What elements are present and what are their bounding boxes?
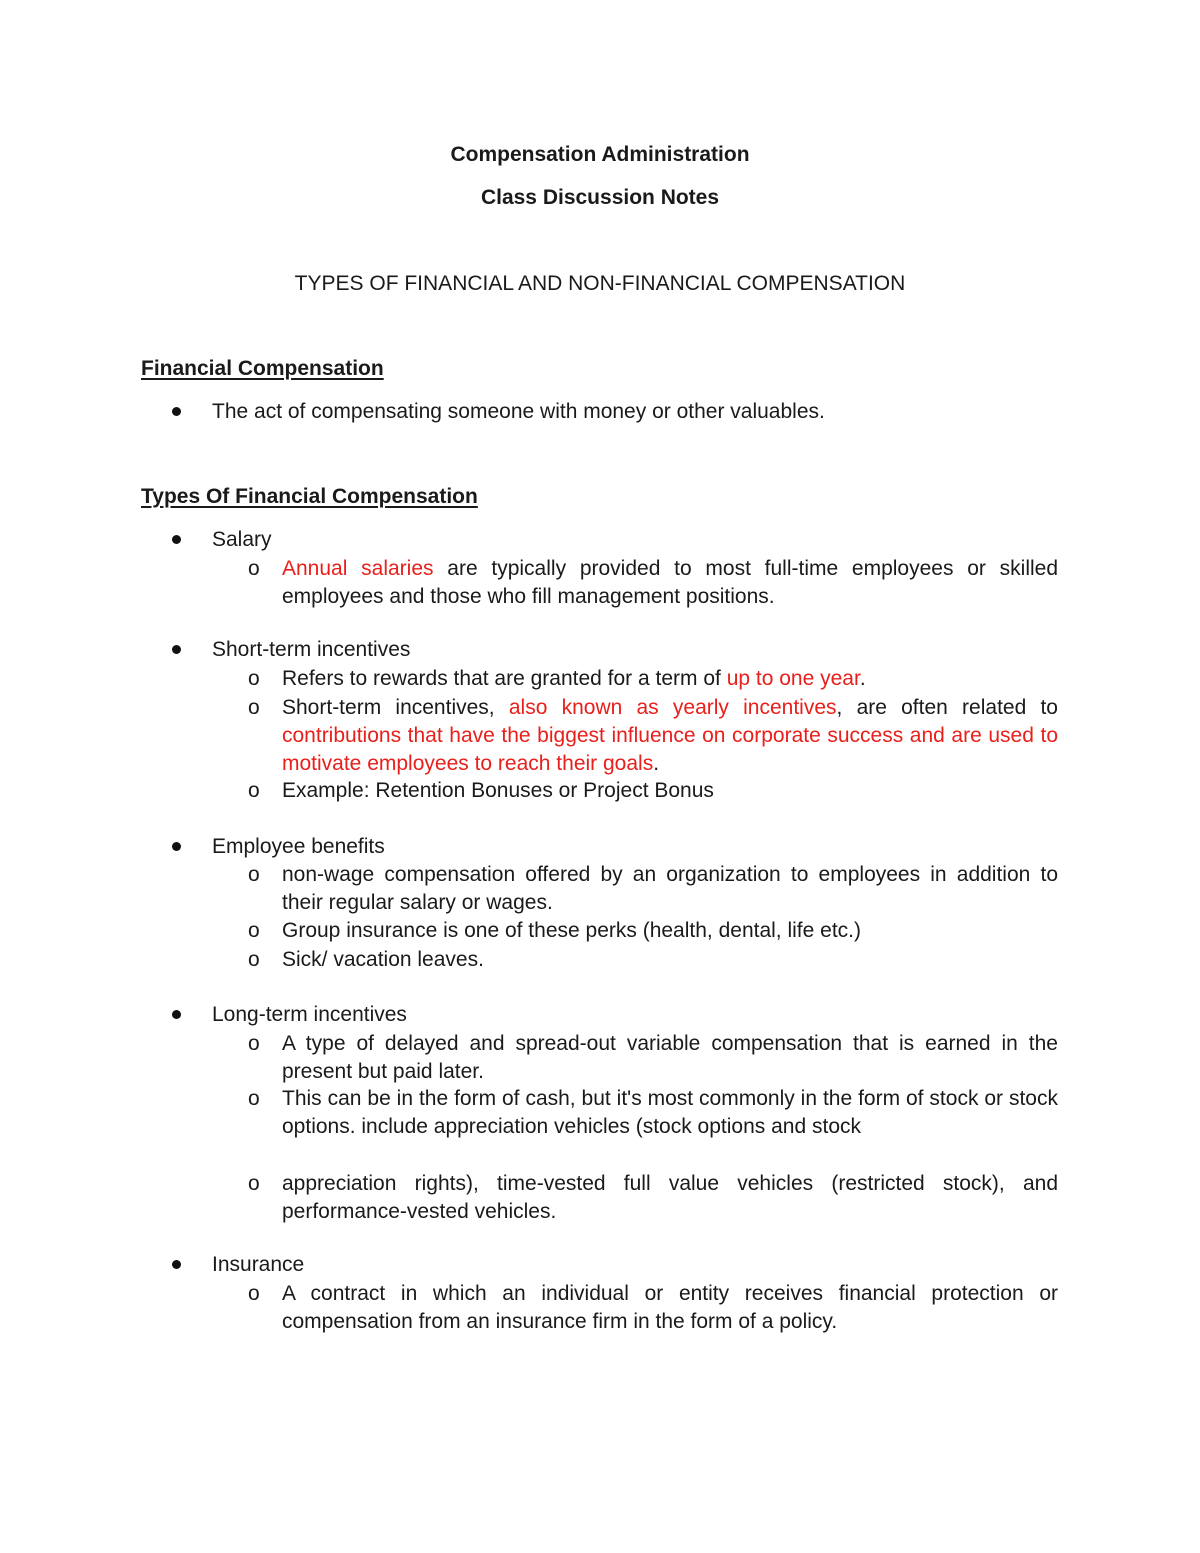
- bullet-text: Salary: [212, 528, 272, 551]
- sub-marker: o: [248, 1172, 260, 1195]
- sub-item-text: Example: Retention Bonuses or Project Bonus: [282, 779, 714, 802]
- sub-item: [248, 555, 1058, 611]
- sub-item: [248, 777, 1058, 805]
- sub-item-text: This can be in the form of cash, but it's most commonly in the form of stock or stock options. include appreciation vehicles (stock options and stock: [282, 1087, 1058, 1138]
- financial-compensation-heading: Financial Compensation: [141, 357, 384, 380]
- bullet-text: Short-term incentives: [212, 638, 411, 661]
- sub-item: [248, 1280, 1058, 1336]
- bullet-text: Employee benefits: [212, 835, 385, 858]
- sub-marker: o: [248, 557, 260, 580]
- sub-item: [248, 665, 1058, 693]
- sub-item: [248, 946, 1058, 974]
- sub-item: [248, 1170, 1058, 1226]
- sub-marker: o: [248, 667, 260, 690]
- sub-item-text: Sick/ vacation leaves.: [282, 948, 484, 971]
- sub-marker: o: [248, 1282, 260, 1305]
- sub-marker: o: [248, 1032, 260, 1055]
- bullet-dot-icon: [172, 535, 181, 544]
- sub-marker: o: [248, 919, 260, 942]
- sub-item-text: Annual salaries are typically provided to most full-time employees or skilled employees and those who fill management positions.: [282, 557, 1059, 608]
- highlight-text: up to one year: [726, 667, 860, 690]
- bullet-dot-icon: [172, 842, 181, 851]
- main-heading: TYPES OF FINANCIAL AND NON-FINANCIAL COMPENSATION: [294, 272, 906, 295]
- bullet-text: The act of compensating someone with money or other valuables.: [212, 400, 825, 423]
- bullet-dot-icon: [172, 1260, 181, 1269]
- types-heading: Types Of Financial Compensation: [141, 485, 478, 508]
- sub-marker: o: [248, 863, 260, 886]
- sub-marker: o: [248, 1087, 260, 1110]
- sub-marker: o: [248, 948, 260, 971]
- sub-item-text: A contract in which an individual or entity receives financial protection or compensation from an insurance firm in the form of a policy.: [282, 1282, 1058, 1333]
- sub-item: [248, 917, 1058, 945]
- sub-item-text: A type of delayed and spread-out variable compensation that is earned in the present but paid later.: [282, 1032, 1058, 1083]
- sub-marker: o: [248, 696, 260, 719]
- sub-item: [248, 861, 1058, 917]
- bullet-dot-icon: [172, 645, 181, 654]
- bullet-text: Long-term incentives: [212, 1003, 407, 1026]
- sub-item-text: Short-term incentives, also known as yearly incentives, are often related to contributions that have the biggest influence on corporate success and are used to motivate employees to reach their goals.: [282, 696, 1058, 775]
- sub-item: [248, 1030, 1058, 1086]
- document-title: Compensation Administration: [450, 143, 750, 166]
- sub-item-text: Group insurance is one of these perks (health, dental, life etc.): [282, 919, 861, 942]
- highlight-text: also known as yearly incentives: [508, 696, 837, 719]
- sub-marker: o: [248, 779, 260, 802]
- bullet-text: Insurance: [212, 1253, 305, 1276]
- sub-item-text: appreciation rights), time-vested full value vehicles (restricted stock), and performance-vested vehicles.: [282, 1172, 1058, 1223]
- sub-item: [248, 1085, 1058, 1141]
- highlight-text: Annual salaries: [282, 557, 434, 580]
- document-subtitle: Class Discussion Notes: [480, 186, 720, 209]
- bullet-dot-icon: [172, 407, 181, 416]
- sub-item-text: Refers to rewards that are granted for a term of up to one year.: [282, 667, 866, 690]
- bullet-dot-icon: [172, 1010, 181, 1019]
- sub-item-text: non-wage compensation offered by an organization to employees in addition to their regular salary or wages.: [282, 863, 1058, 914]
- highlight-text: contributions that have the biggest influence on corporate success and are used to motivate employees to reach their goals: [282, 724, 1058, 775]
- sub-item: [248, 694, 1058, 778]
